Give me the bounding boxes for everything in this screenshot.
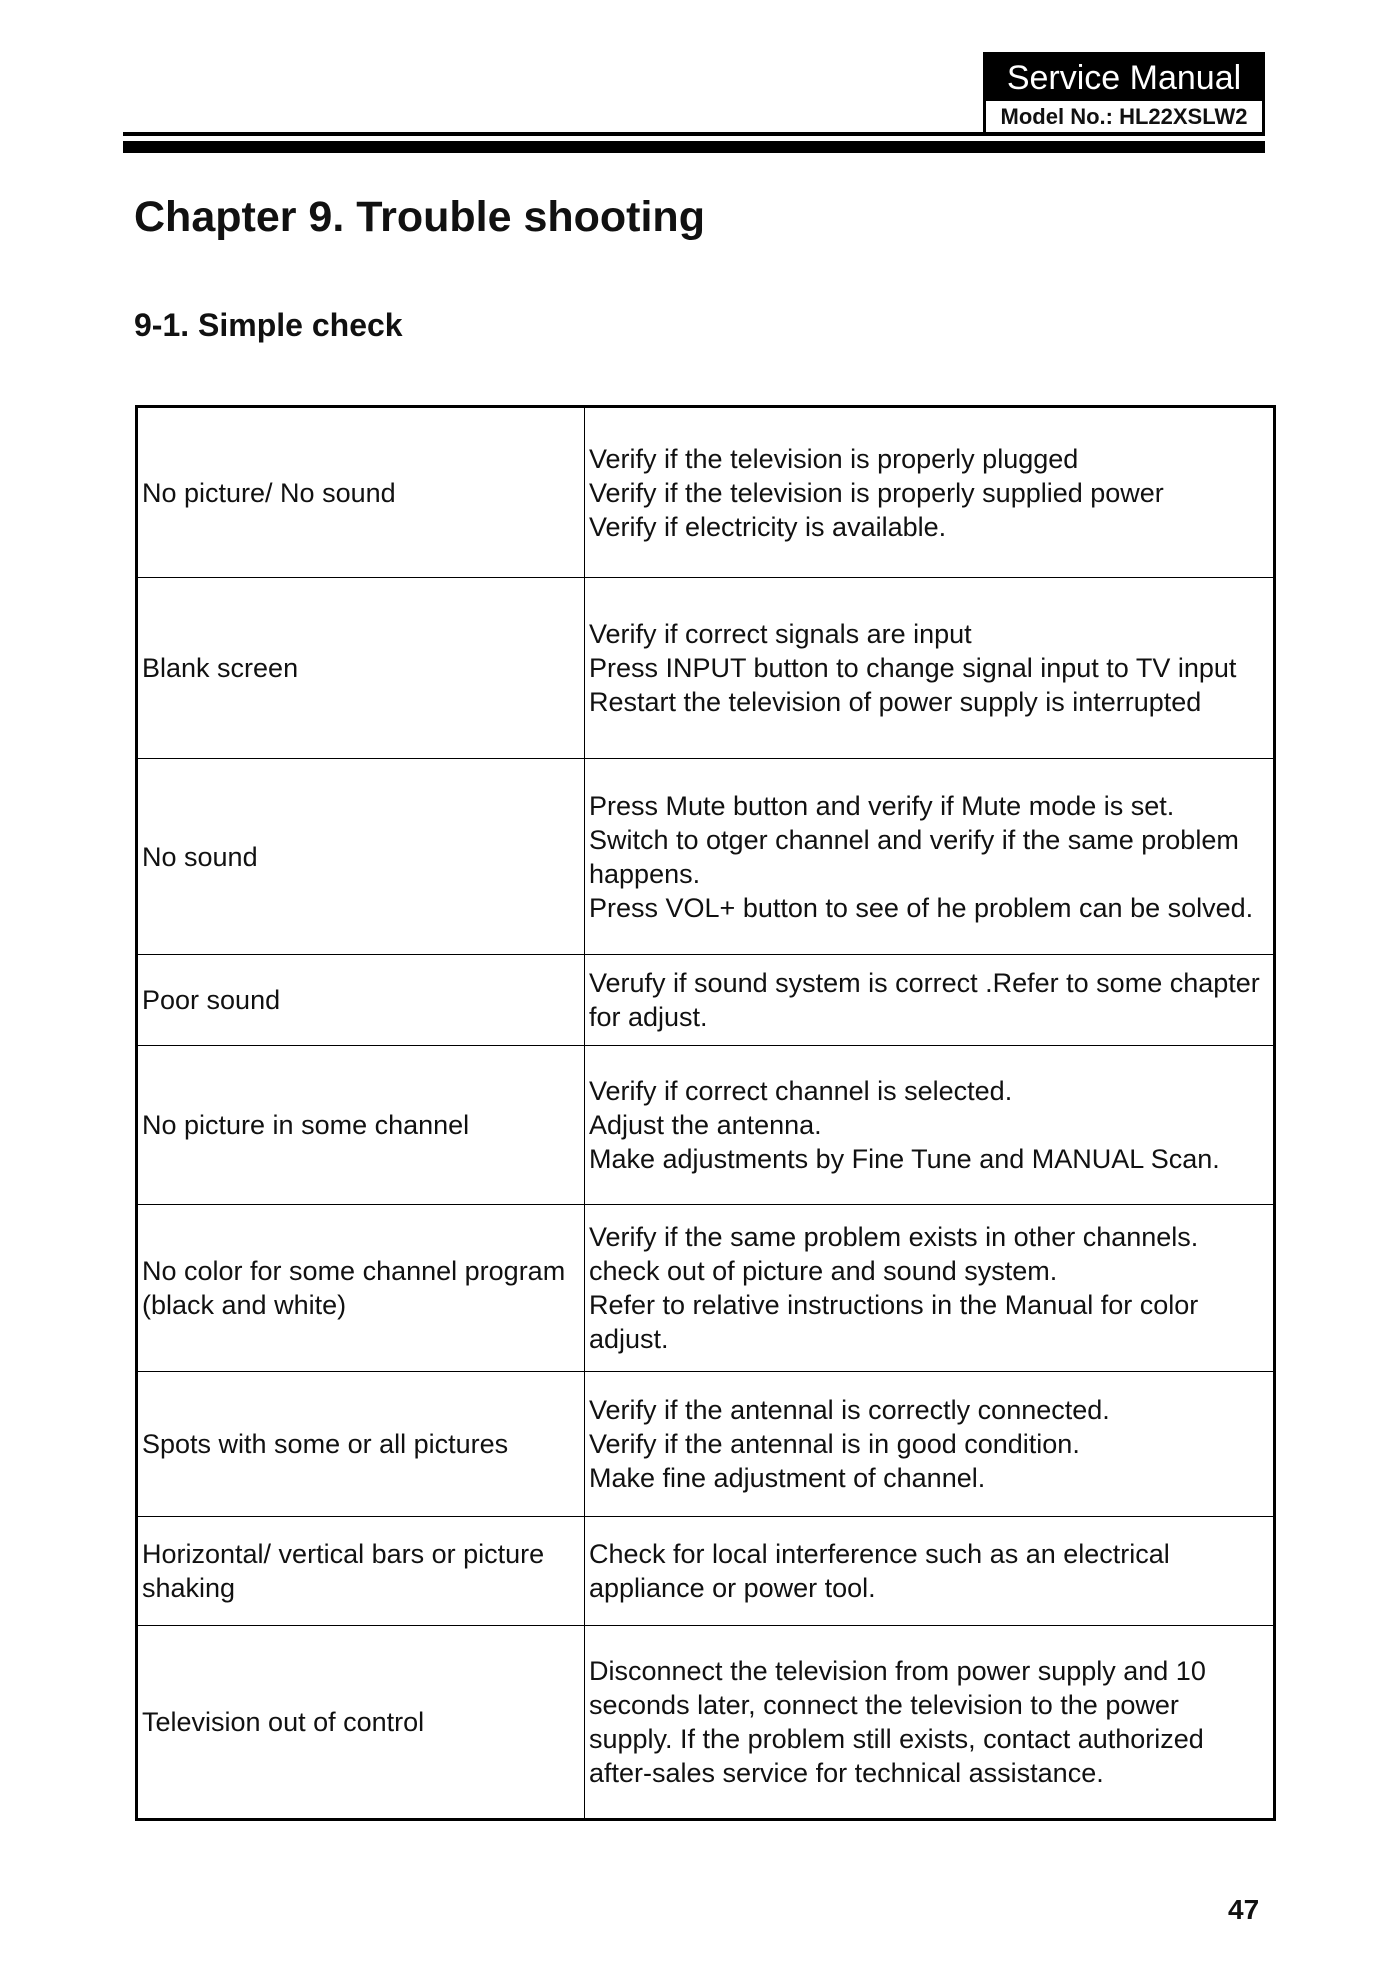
problem-cell: Television out of control [137,1626,585,1820]
table-row [137,1046,1275,1205]
problem-cell: No sound [137,759,585,955]
header-title: Service Manual [986,55,1262,101]
troubleshooting-table [135,405,1276,1821]
problem-cell: Horizontal/ vertical bars or picture shaking [137,1517,585,1626]
problem-cell: No color for some channel program (black and white) [137,1205,585,1372]
solution-cell: Verify if the television is properly plugged Verify if the television is properly supplied power Verify if electricity is available. [585,407,1275,578]
table-row [137,1626,1275,1820]
header-model-number: Model No.: HL22XSLW2 [986,101,1262,132]
solution-cell: Press Mute button and verify if Mute mode is set. Switch to otger channel and verify if the same problem happens. Press VOL+ button to see of he problem can be solved. [585,759,1275,955]
solution-cell: Disconnect the television from power supply and 10 seconds later, connect the television to the power supply. If the problem still exists, contact authorized after-sales service for technical assistance. [585,1626,1275,1820]
section-title: 9-1. Simple check [134,307,403,343]
table-row [137,759,1275,955]
page-number: 47 [1228,1894,1260,1925]
header-rule-thick [123,141,1265,153]
problem-cell: Blank screen [137,578,585,759]
solution-cell: Verify if correct channel is selected. Adjust the antenna. Make adjustments by Fine Tune and MANUAL Scan. [585,1046,1275,1205]
table-row [137,1517,1275,1626]
solution-cell: Check for local interference such as an electrical appliance or power tool. [585,1517,1275,1626]
table-row [137,1372,1275,1517]
header-rule-thin [123,132,1265,136]
table-row [137,407,1275,578]
solution-cell: Verufy if sound system is correct .Refer to some chapter for adjust. [585,955,1275,1046]
table-row [137,955,1275,1046]
problem-cell: No picture/ No sound [137,407,585,578]
problem-cell: Poor sound [137,955,585,1046]
solution-cell: Verify if the antennal is correctly connected. Verify if the antennal is in good condition. Make fine adjustment of channel. [585,1372,1275,1517]
problem-cell: Spots with some or all pictures [137,1372,585,1517]
service-manual-header [983,52,1265,132]
solution-cell: Verify if correct signals are input Press INPUT button to change signal input to TV input Restart the television of power supply is interrupted [585,578,1275,759]
chapter-title: Chapter 9. Trouble shooting [134,193,705,241]
table-row [137,578,1275,759]
table-row [137,1205,1275,1372]
problem-cell: No picture in some channel [137,1046,585,1205]
solution-cell: Verify if the same problem exists in other channels. check out of picture and sound system. Refer to relative instructions in the Manual for color adjust. [585,1205,1275,1372]
